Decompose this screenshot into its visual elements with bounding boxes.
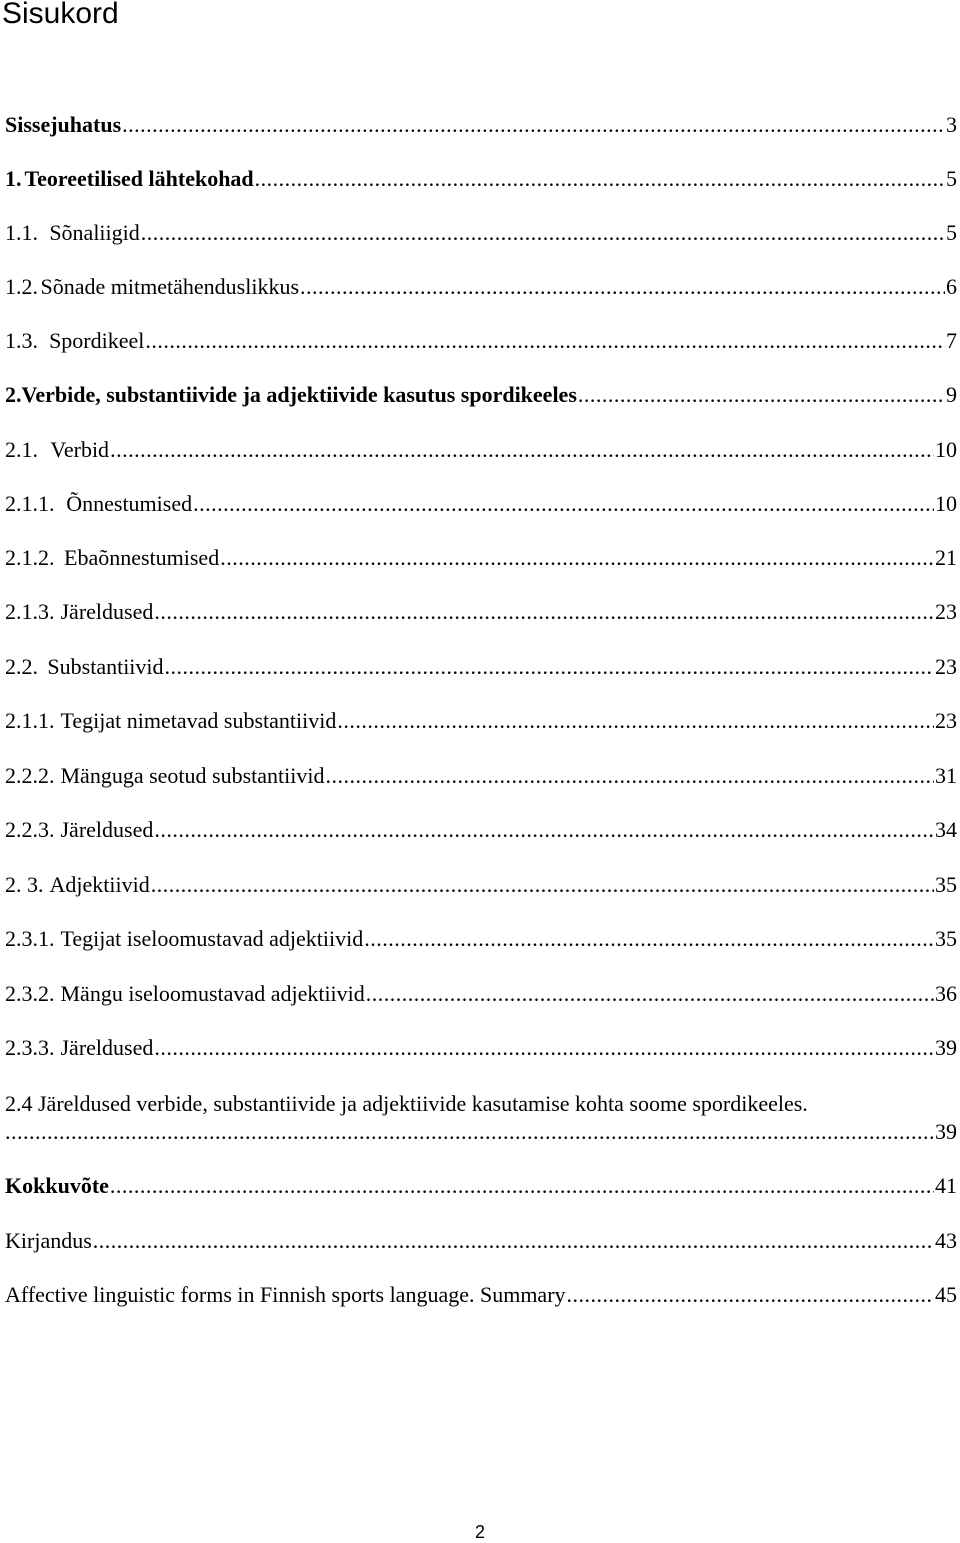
toc-entry-page: 6 (946, 274, 957, 299)
toc-entry[interactable] (5, 817, 957, 843)
toc-entry-title: Adjektiivid (49, 872, 150, 897)
dot-leader (154, 817, 934, 843)
toc-entry-page: 23 (935, 708, 957, 733)
toc-entry-number: 2.1.2. (5, 545, 55, 570)
toc-entry-number: 2.3.2. (5, 981, 55, 1006)
toc-entry-page: 35 (935, 872, 957, 897)
toc-entry[interactable] (5, 708, 957, 734)
toc-entry[interactable] (5, 382, 957, 408)
toc-entry-number: 2.1.1. (5, 491, 55, 516)
toc-entry-title: Spordikeel (49, 328, 145, 353)
toc-entry-number: 1.1. (5, 220, 38, 245)
toc-entry-page: 23 (935, 654, 957, 679)
toc-entry-page: 43 (935, 1228, 957, 1253)
toc-entry-page: 45 (935, 1282, 957, 1307)
toc-entry[interactable] (5, 545, 957, 571)
dot-leader (366, 981, 934, 1007)
dot-leader (255, 166, 945, 192)
dot-leader (220, 545, 934, 571)
dot-leader (110, 1173, 934, 1199)
toc-entry-page: 9 (946, 382, 957, 407)
dot-leader (567, 1282, 934, 1308)
toc-entry[interactable] (5, 491, 957, 517)
dot-leader (337, 708, 934, 734)
toc-entry-title: Järeldused (60, 1035, 154, 1060)
toc-entry-title: Sõnaliigid (49, 220, 140, 245)
toc-entry[interactable] (5, 654, 957, 680)
toc-entry-number: 1. (5, 166, 22, 191)
toc-heading: Sisukord (2, 0, 119, 30)
toc-entry-title: Järeldused (60, 817, 154, 842)
dot-leader (193, 491, 934, 517)
toc-entry-number: 2.1. (5, 437, 38, 462)
dot-leader (93, 1228, 934, 1254)
toc-entry-number: 2.3.1. (5, 926, 55, 951)
page-number: 2 (474, 1522, 485, 1542)
dot-leader (364, 926, 934, 952)
toc-entry-number: 2.2.2. (5, 763, 55, 788)
dot-leader (165, 654, 934, 680)
toc-entry-page: 3 (946, 112, 957, 137)
toc-entry-number: 2.1.1. (5, 708, 55, 733)
toc-entry[interactable] (5, 599, 957, 625)
toc-entry-page: 39 (935, 1035, 957, 1060)
toc-entry-page: 36 (935, 981, 957, 1006)
toc-entry-page: 23 (935, 599, 957, 624)
toc-entry-title: Sissejuhatus (5, 112, 122, 137)
dot-leader (5, 1119, 935, 1145)
toc-entry-page: 5 (946, 220, 957, 245)
toc-entry[interactable] (5, 437, 957, 463)
toc-entry-title: Kokkuvõte (5, 1173, 109, 1198)
dot-leader (110, 437, 934, 463)
toc-entry-title: Substantiivid (47, 654, 164, 679)
toc-entry-page: 35 (935, 926, 957, 951)
toc-entry-page: 10 (935, 437, 957, 462)
toc-entry-title: Järeldused (60, 599, 154, 624)
dot-leader (145, 328, 945, 354)
toc-entry-number: 1.2. (5, 274, 38, 299)
toc-entry[interactable] (5, 328, 957, 354)
toc-entry[interactable] (5, 926, 957, 952)
toc-entry[interactable] (5, 112, 957, 138)
dot-leader (325, 763, 934, 789)
dot-leader (578, 382, 945, 408)
dot-leader (300, 274, 945, 300)
toc-entry-number: 2. 3. (5, 872, 44, 897)
toc-entry-title: Tegijat iseloomustavad adjektiivid (60, 926, 364, 951)
toc-entry[interactable] (5, 1035, 957, 1061)
toc-entry-title: Mängu iseloomustavad adjektiivid (60, 981, 365, 1006)
toc-entry[interactable] (5, 274, 957, 300)
toc-entry[interactable] (5, 166, 957, 192)
dot-leader (154, 599, 934, 625)
dot-leader (122, 112, 945, 138)
toc-entry-page: 34 (935, 817, 957, 842)
toc-entry-page: 10 (935, 491, 957, 516)
toc-entry-title: Verbide, substantiivide ja adjektiivide kasutus spordikeeles (21, 382, 577, 407)
toc-entry-page: 39 (935, 1119, 957, 1144)
toc-entry-title: Affective linguistic forms in Finnish sports language. Summary (5, 1282, 566, 1307)
toc-entry-title: Mänguga seotud substantiivid (60, 763, 325, 788)
toc-entry-number: 2. (5, 382, 22, 407)
dot-leader (141, 220, 945, 246)
toc-entry-title: Ebaõnnestumised (64, 545, 220, 570)
toc-entry-number: 2.1.3. (5, 599, 55, 624)
dot-leader (151, 872, 934, 898)
toc-entry-number: 2.2.3. (5, 817, 55, 842)
toc-entry[interactable] (5, 220, 957, 246)
toc-entry[interactable] (5, 1173, 957, 1199)
toc-entry[interactable] (5, 872, 957, 898)
toc-entry-number: 1.3. (5, 328, 38, 353)
toc-entry-page: 41 (935, 1173, 957, 1198)
toc-entry[interactable] (5, 981, 957, 1007)
toc-entry-number: 2.3.3. (5, 1035, 55, 1060)
toc-entry-page: 7 (946, 328, 957, 353)
toc-entry[interactable] (5, 1228, 957, 1254)
toc-entry[interactable] (5, 763, 957, 789)
toc-entry-title: Verbid (50, 437, 110, 462)
toc-entry-page: 31 (935, 763, 957, 788)
toc-entry-title: Õnnestumised (66, 491, 193, 516)
toc-entry-title: Kirjandus (5, 1228, 92, 1253)
toc-entry[interactable] (5, 1282, 957, 1308)
toc-entry-wrapped-title[interactable]: 2.4 Järeldused verbide, substantiivide ja adjektiivide kasutamise kohta soome spordikeeles. (5, 1091, 808, 1116)
toc-entry-title: Teoreetilised lähtekohad (24, 166, 254, 191)
toc-entry-number: 2.2. (5, 654, 38, 679)
dot-leader (154, 1035, 934, 1061)
toc-entry-page: 21 (935, 545, 957, 570)
toc-entry-page: 5 (946, 166, 957, 191)
toc-entry-wrapped-leader (5, 1119, 957, 1145)
toc-entry-title: Sõnade mitmetähenduslikkus (40, 274, 300, 299)
toc-entry-title: Tegijat nimetavad substantiivid (60, 708, 337, 733)
